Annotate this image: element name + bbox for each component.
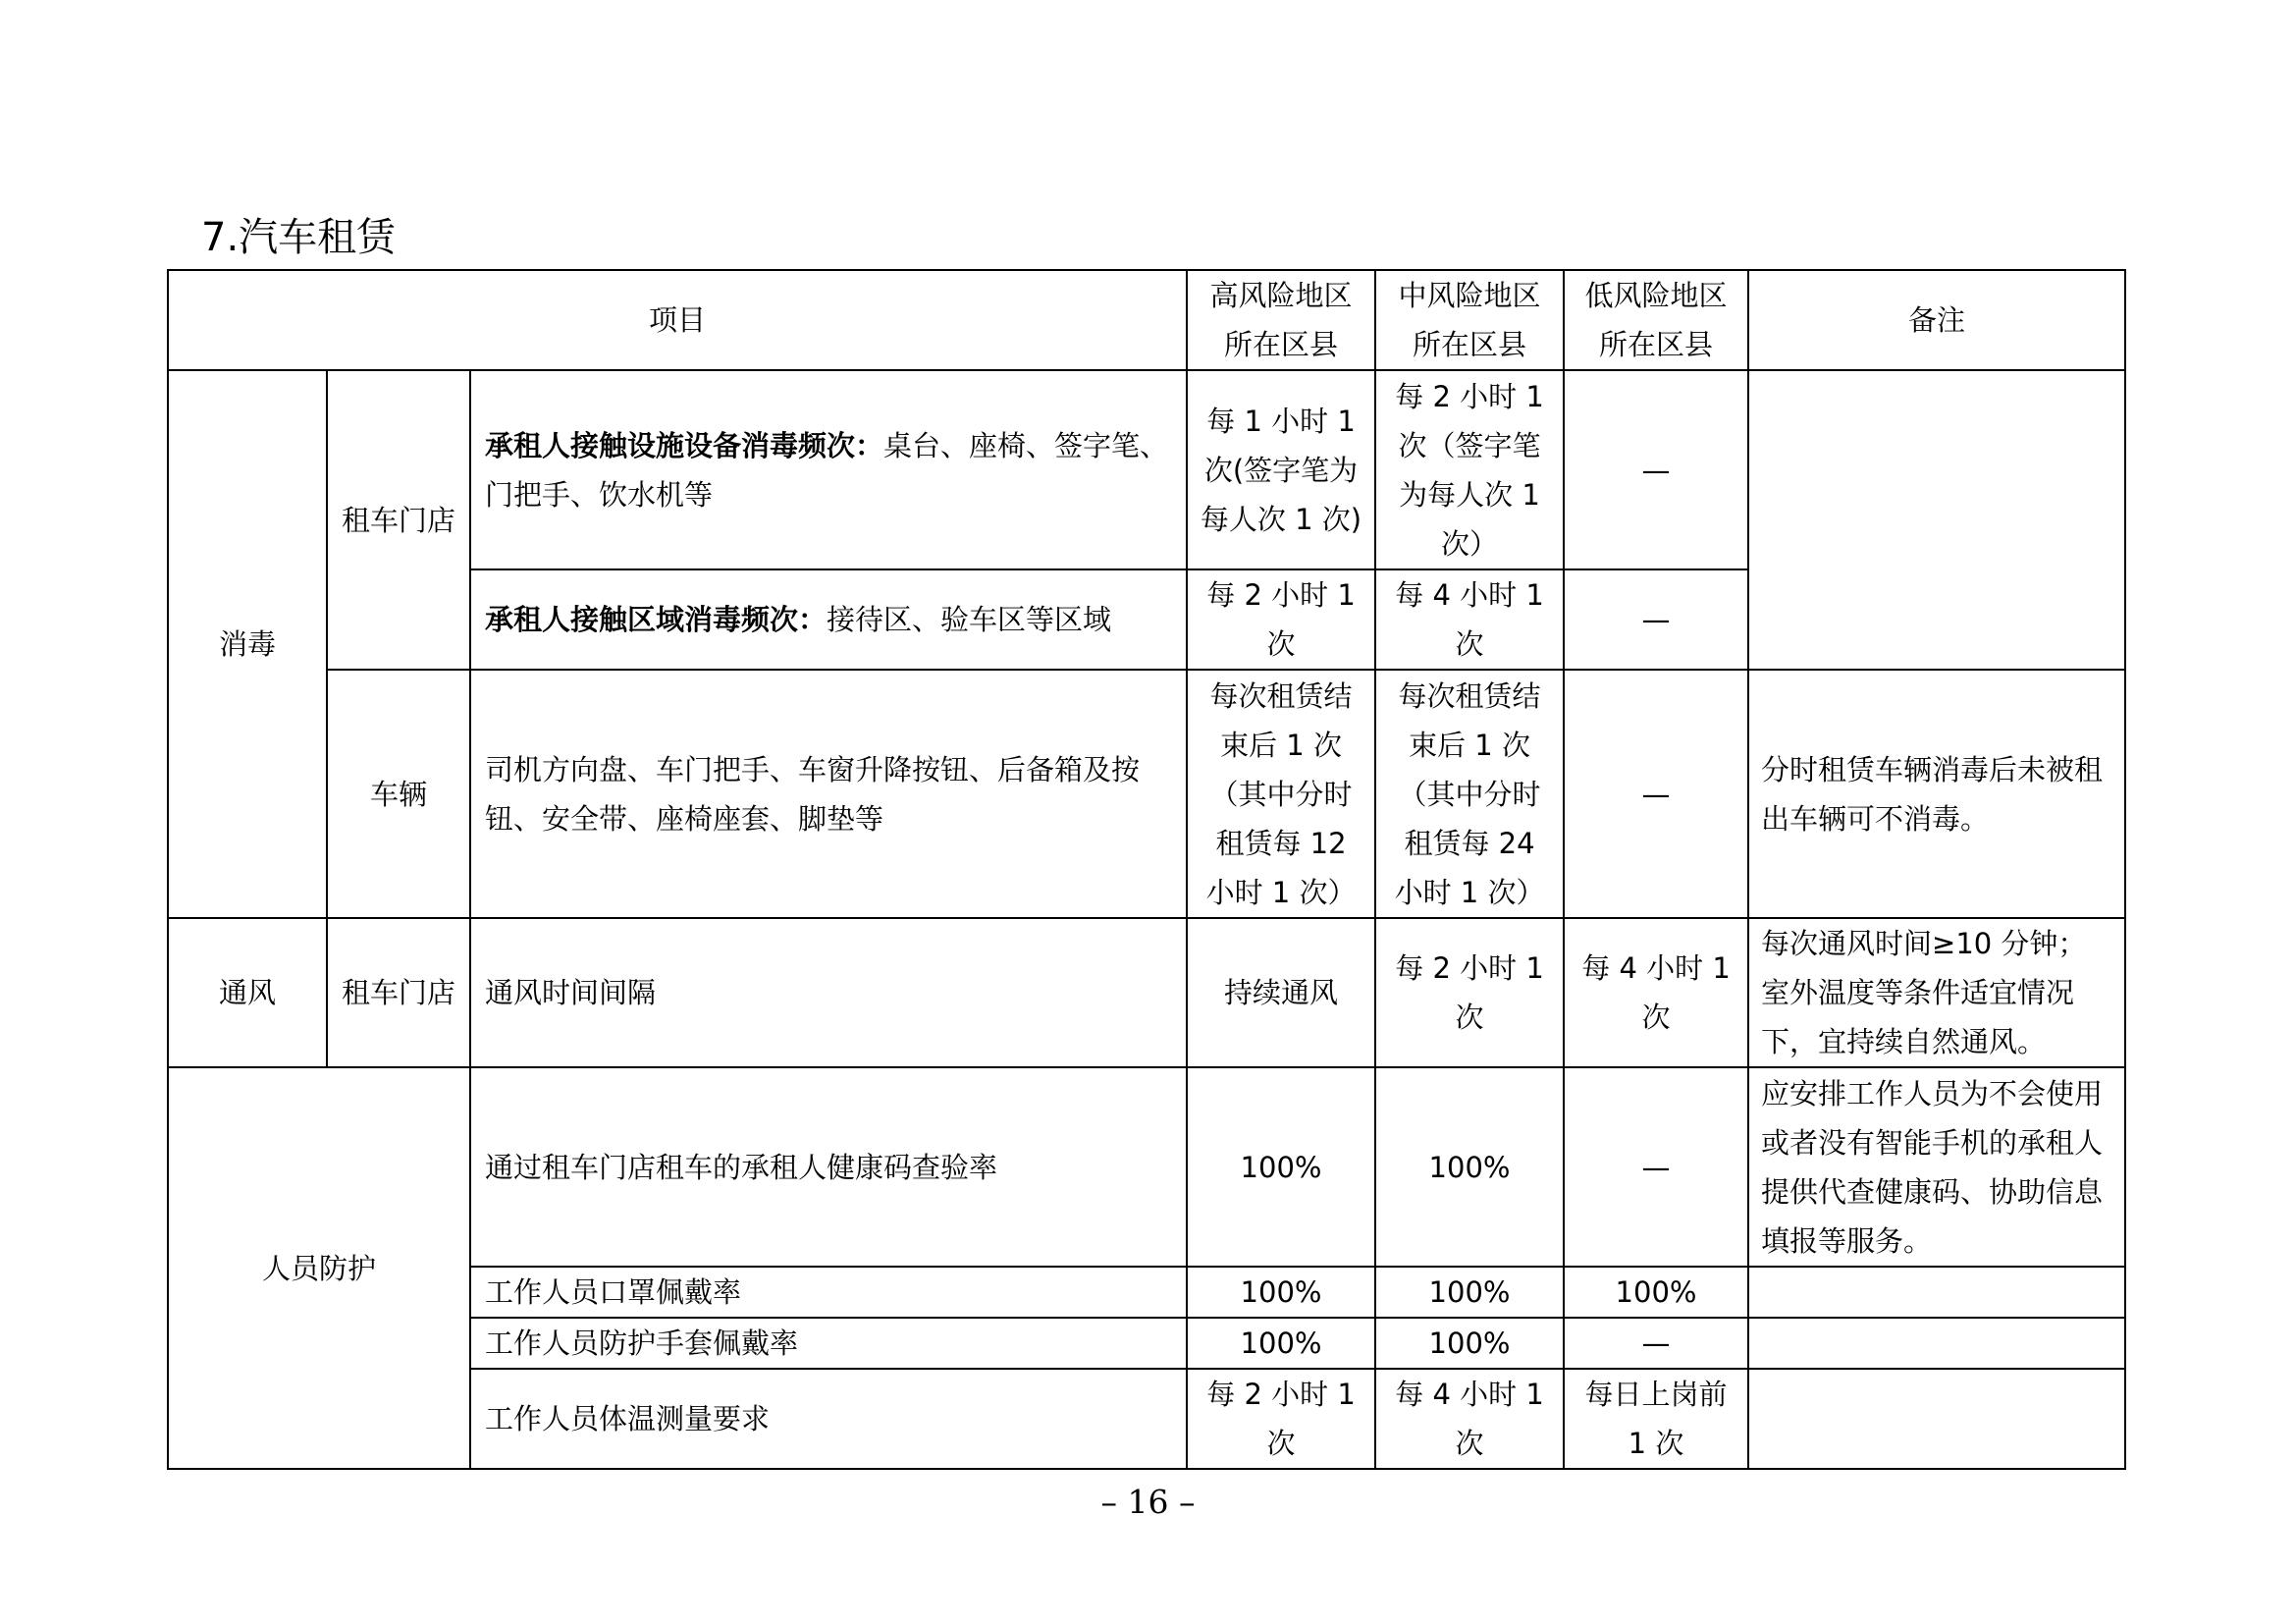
subcategory-store: 租车门店 [327, 370, 470, 670]
cell-high: 持续通风 [1187, 918, 1375, 1067]
header-item: 项目 [168, 270, 1187, 370]
item-mask-rate: 工作人员口罩佩戴率 [470, 1267, 1187, 1318]
cell-note: 应安排工作人员为不会使用或者没有智能手机的承租人提供代查健康码、协助信息填报等服务。 [1748, 1067, 2125, 1267]
cell-mid: 每 2 小时 1 次 [1375, 918, 1564, 1067]
category-disinfection: 消毒 [168, 370, 327, 918]
cell-note-empty [1748, 1267, 2125, 1318]
cell-mid: 100% [1375, 1318, 1564, 1369]
item-detail: 接待区、验车区等区域 [827, 603, 1112, 636]
cell-high: 每 2 小时 1 次 [1187, 569, 1375, 670]
cell-note: 分时租赁车辆消毒后未被租出车辆可不消毒。 [1748, 670, 2125, 918]
subcategory-vehicle: 车辆 [327, 670, 470, 918]
cell-mid: 每 2 小时 1 次（签字笔为每人次 1 次） [1375, 370, 1564, 569]
item-facility-disinfection [470, 370, 1187, 569]
cell-note-empty [1748, 370, 2125, 670]
cell-mid: 每次租赁结束后 1 次（其中分时租赁每 24 小时 1 次） [1375, 670, 1564, 918]
item-glove-rate: 工作人员防护手套佩戴率 [470, 1318, 1187, 1369]
header-note: 备注 [1748, 270, 2125, 370]
cell-high: 100% [1187, 1067, 1375, 1267]
cell-high: 每 2 小时 1 次 [1187, 1369, 1375, 1469]
item-vehicle-disinfection: 司机方向盘、车门把手、车窗升降按钮、后备箱及按钮、安全带、座椅座套、脚垫等 [470, 670, 1187, 918]
item-area-disinfection [470, 569, 1187, 670]
category-personnel-protection: 人员防护 [168, 1067, 470, 1469]
cell-low: — [1564, 569, 1748, 670]
cell-low: — [1564, 1318, 1748, 1369]
table-row [168, 370, 2125, 569]
cell-low: — [1564, 370, 1748, 569]
item-detail: 桌台、座椅、签字笔、门把手、饮水机等 [485, 428, 1169, 512]
header-mid-risk: 中风险地区所在区县 [1375, 270, 1564, 370]
table-row [168, 918, 2125, 1067]
item-lead: 承租人接触区域消毒频次： [485, 603, 828, 636]
cell-note: 每次通风时间≥10 分钟；室外温度等条件适宜情况下，宜持续自然通风。 [1748, 918, 2125, 1067]
subcategory-store-ventilation: 租车门店 [327, 918, 470, 1067]
cell-low: — [1564, 670, 1748, 918]
cell-low: 100% [1564, 1267, 1748, 1318]
cell-high: 每次租赁结束后 1 次（其中分时租赁每 12 小时 1 次） [1187, 670, 1375, 918]
item-ventilation-interval: 通风时间间隔 [470, 918, 1187, 1067]
header-high-risk: 高风险地区所在区县 [1187, 270, 1375, 370]
cell-low: 每日上岗前 1 次 [1564, 1369, 1748, 1469]
page-number: – 16 – [1100, 1483, 1196, 1521]
cell-high: 每 1 小时 1 次(签字笔为每人次 1 次) [1187, 370, 1375, 569]
item-health-code-check: 通过租车门店租车的承租人健康码查验率 [470, 1067, 1187, 1267]
cell-mid: 100% [1375, 1067, 1564, 1267]
section-title: 7.汽车租赁 [201, 215, 397, 260]
cell-mid: 100% [1375, 1267, 1564, 1318]
header-low-risk: 低风险地区所在区县 [1564, 270, 1748, 370]
item-lead: 承租人接触设施设备消毒频次： [485, 428, 884, 462]
car-rental-table [167, 269, 2126, 1470]
category-ventilation: 通风 [168, 918, 327, 1067]
cell-mid: 每 4 小时 1 次 [1375, 1369, 1564, 1469]
cell-mid: 每 4 小时 1 次 [1375, 569, 1564, 670]
cell-high: 100% [1187, 1267, 1375, 1318]
cell-note-empty [1748, 1369, 2125, 1469]
cell-low: — [1564, 1067, 1748, 1267]
cell-low: 每 4 小时 1 次 [1564, 918, 1748, 1067]
cell-note-empty [1748, 1318, 2125, 1369]
cell-high: 100% [1187, 1318, 1375, 1369]
item-temperature-check: 工作人员体温测量要求 [470, 1369, 1187, 1469]
header-row [168, 270, 2125, 370]
table-row [168, 1067, 2125, 1267]
table-row [168, 670, 2125, 918]
